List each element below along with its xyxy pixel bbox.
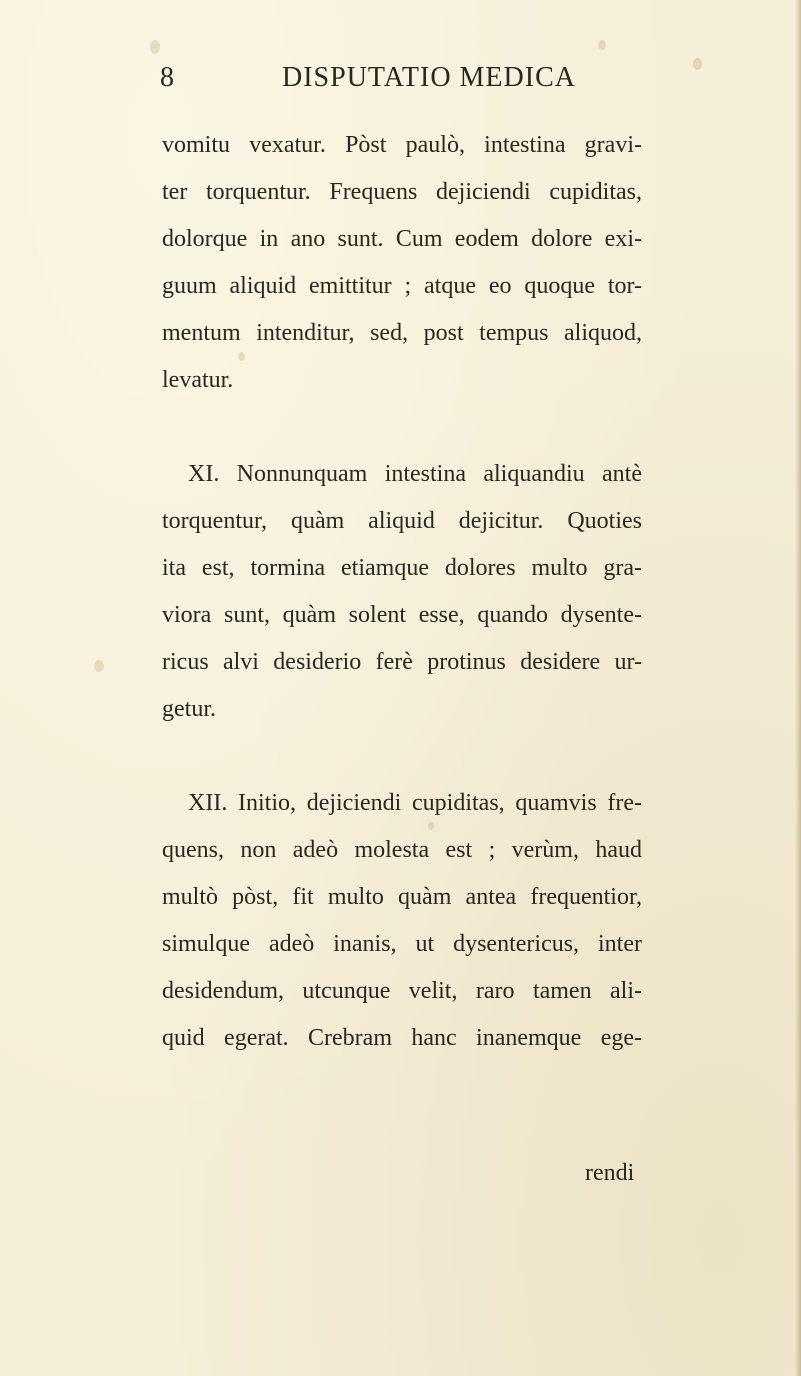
catchword: rendi [585,1160,635,1186]
text-line: viora sunt, quàm solent esse, quando dysente- [162,602,642,628]
paragraph-gap [162,404,642,451]
page-number: 8 [160,62,175,93]
text-line: guum aliquid emittitur ; atque eo quoque tor- [162,273,642,299]
text-line: levatur. [162,367,234,393]
foxing-spot [598,40,606,50]
text-line: vomitu vexatur. Pòst paulò, intestina gravi- [162,132,642,158]
text-line: XI. Nonnunquam intestina aliquandiu antè [188,461,642,487]
text-line: torquentur, quàm aliquid dejicitur. Quoties [162,508,642,534]
paragraph [162,122,642,404]
text-line: ita est, tormina etiamque dolores multo gra- [162,555,642,581]
text-line: multò pòst, fit multo quàm antea frequentior, [162,884,642,910]
text-line: getur. [162,696,216,722]
text-line: simulque adeò inanis, ut dysentericus, inter [162,931,642,957]
paragraph [162,451,642,733]
text-line: XII. Initio, dejiciendi cupiditas, quamvis fre- [188,790,642,816]
text-line: quens, non adeò molesta est ; verùm, haud [162,837,642,863]
page-header [160,62,630,98]
body-text [162,122,642,1062]
text-line: dolorque in ano sunt. Cum eodem dolore exi- [162,226,642,252]
paragraph-gap [162,733,642,780]
running-title: DISPUTATIO MEDICA [282,62,576,93]
foxing-spot [693,58,702,70]
text-line: quid egerat. Crebram hanc inanemque ege- [162,1025,642,1051]
text-line: desidendum, utcunque velit, raro tamen ali- [162,978,642,1004]
foxing-spot [150,40,160,54]
text-line: ricus alvi desiderio ferè protinus desidere ur- [162,649,642,675]
text-line: ter torquentur. Frequens dejiciendi cupiditas, [162,179,642,205]
foxing-spot [94,660,104,672]
page-edge-shadow [795,0,801,1376]
text-line: mentum intenditur, sed, post tempus aliquod, [162,320,642,346]
paragraph [162,780,642,1062]
